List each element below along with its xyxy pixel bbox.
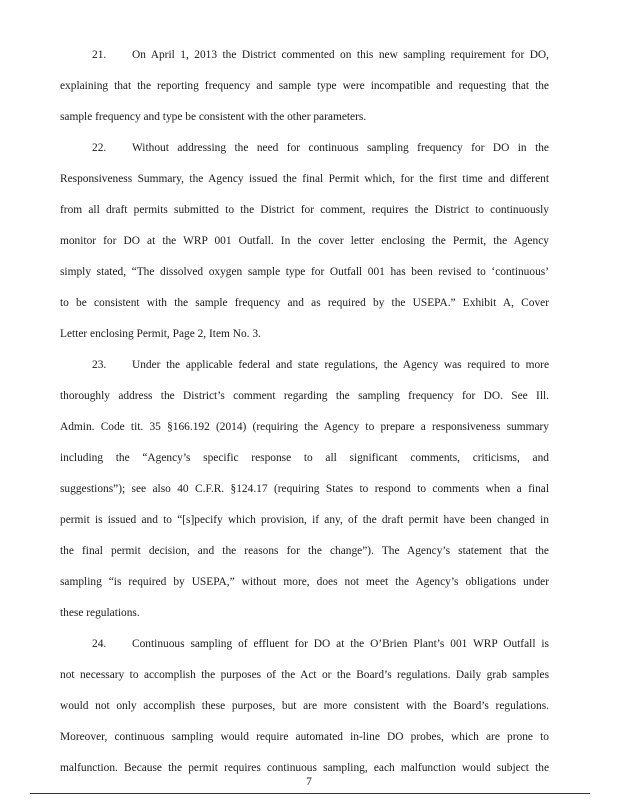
- text-line: monitor for DO at the WRP 001 Outfall. In the cover letter enclosing the Permit, the Agency: [60, 235, 549, 247]
- text-line: these regulations.: [60, 607, 140, 619]
- text-line: On April 1, 2013 the District commented on this new sampling requirement for DO,: [132, 49, 549, 61]
- text-line: permit is issued and to “[s]pecify which provision, if any, of the draft permit have been changed in: [60, 514, 549, 526]
- text-line: Responsiveness Summary, the Agency issued the final Permit which, for the first time and different: [60, 173, 549, 185]
- text-line: Letter enclosing Permit, Page 2, Item No. 3.: [60, 328, 261, 340]
- paragraph-number: 24.: [92, 638, 107, 650]
- bottom-rule: [30, 793, 590, 794]
- text-line: would not only accomplish these purposes, but are more consistent with the Board’s regulations.: [60, 700, 549, 712]
- text-line: Continuous sampling of effluent for DO at the O’Brien Plant’s 001 WRP Outfall is: [132, 638, 549, 650]
- text-line: Admin. Code tit. 35 §166.192 (2014) (requiring the Agency to prepare a responsiveness summary: [60, 421, 549, 433]
- text-line: including the “Agency’s specific response to all significant comments, criticisms, and: [60, 452, 549, 464]
- text-line: malfunction. Because the permit requires continuous sampling, each malfunction would subject the: [60, 762, 549, 774]
- text-line: from all draft permits submitted to the District for comment, requires the District to continuously: [60, 204, 549, 216]
- paragraph-number: 21.: [92, 49, 107, 61]
- text-line: sample frequency and type be consistent with the other parameters.: [60, 111, 367, 123]
- paragraph-number: 23.: [92, 359, 107, 371]
- text-line: sampling “is required by USEPA,” without more, does not meet the Agency’s obligations under: [60, 576, 549, 588]
- text-line: the final permit decision, and the reasons for the change”). The Agency’s statement that the: [60, 545, 549, 557]
- page-number: 7: [306, 776, 312, 788]
- text-line: explaining that the reporting frequency and sample type were incompatible and requesting that the: [60, 80, 549, 92]
- paragraph-number: 22.: [92, 142, 107, 154]
- text-line: thoroughly address the District’s comment regarding the sampling frequency for DO. See Ill.: [60, 390, 549, 402]
- text-line: simply stated, “The dissolved oxygen sample type for Outfall 001 has been revised to ‘continuous’: [60, 266, 549, 278]
- text-line: Under the applicable federal and state regulations, the Agency was required to more: [132, 359, 549, 371]
- text-line: to be consistent with the sample frequency and as required by the USEPA.” Exhibit A, Cover: [60, 297, 549, 309]
- text-line: suggestions”); see also 40 C.F.R. §124.17 (requiring States to respond to comments when a final: [60, 483, 549, 495]
- text-line: Moreover, continuous sampling would require automated in-line DO probes, which are prone to: [60, 731, 549, 743]
- text-line: not necessary to accomplish the purposes of the Act or the Board’s regulations. Daily grab samples: [60, 669, 549, 681]
- text-line: Without addressing the need for continuous sampling frequency for DO in the: [132, 142, 549, 154]
